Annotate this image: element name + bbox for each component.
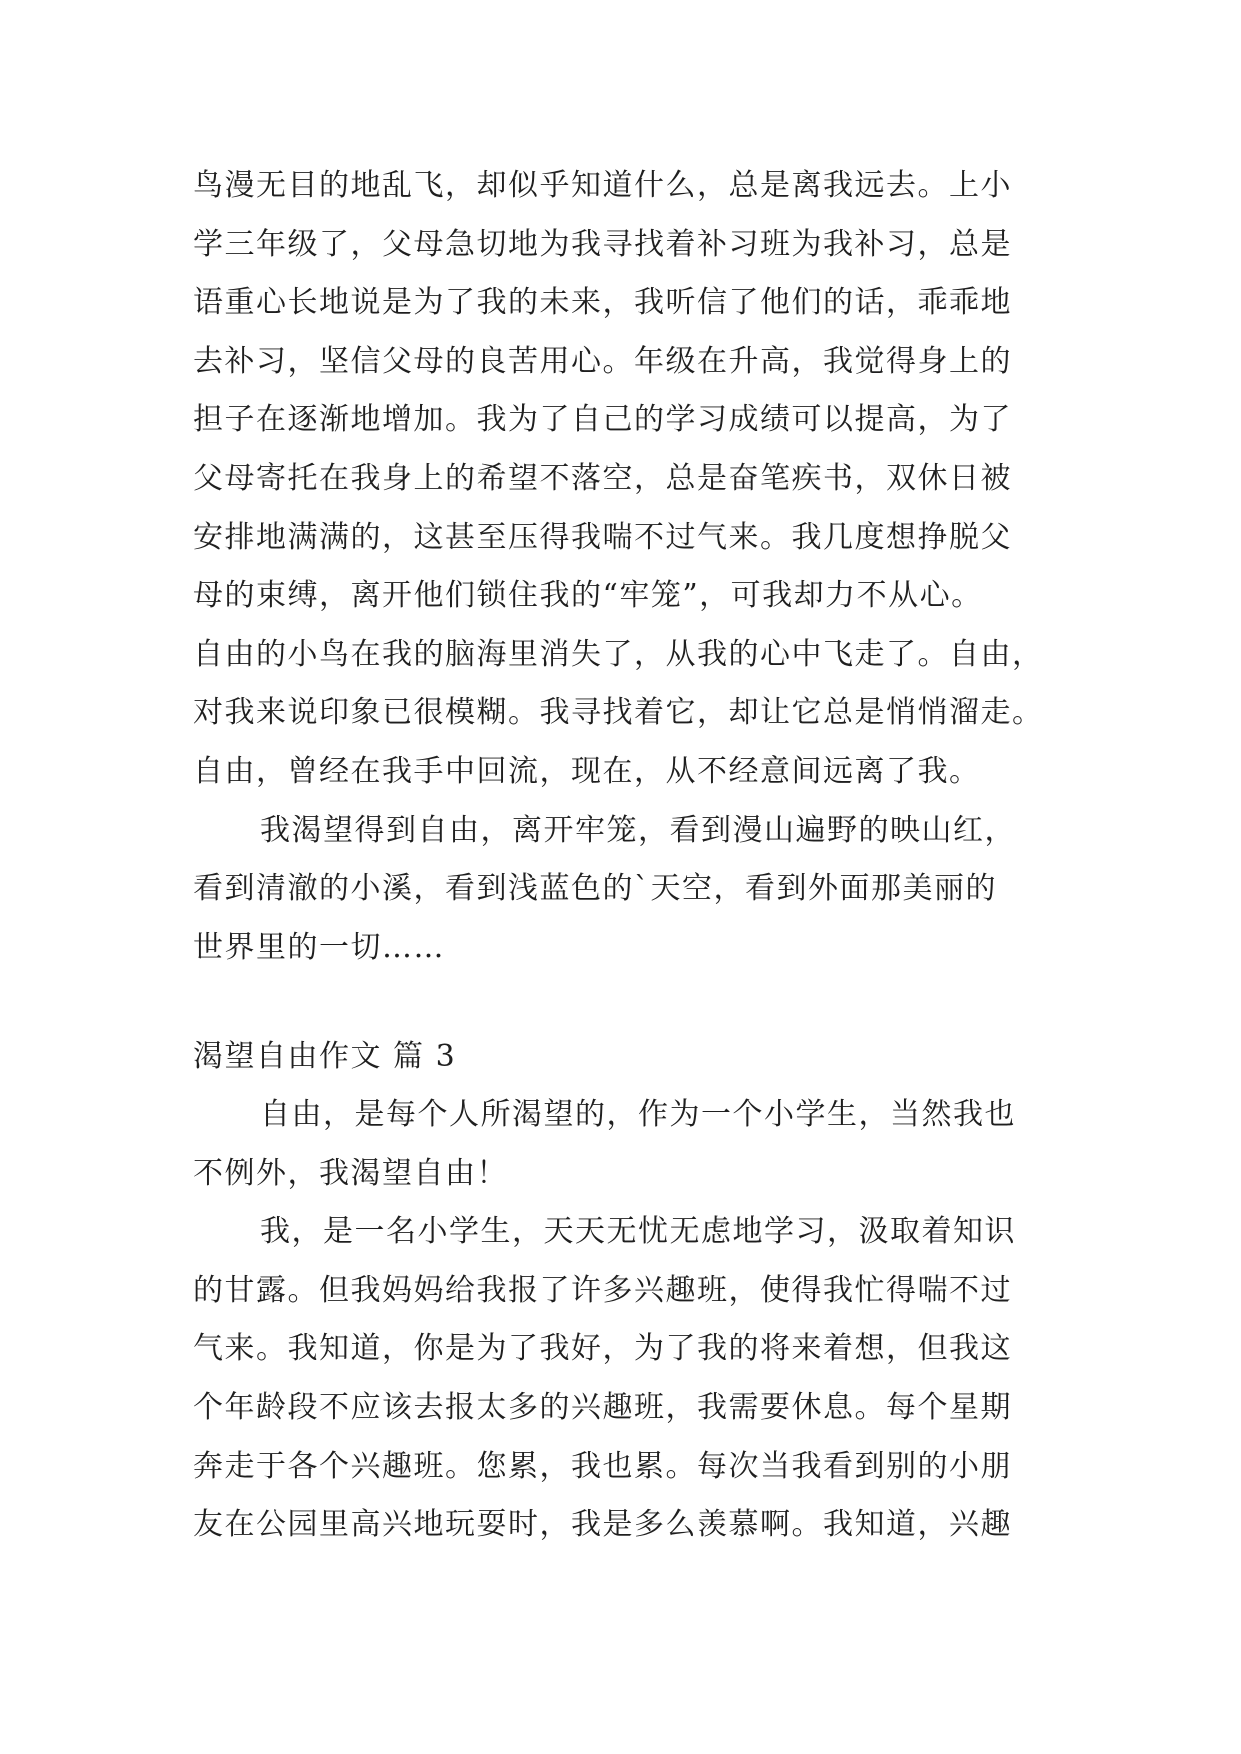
paragraph-1: [193, 157, 1053, 802]
text-line: 世界里的一切……: [193, 929, 445, 965]
text-line: 鸟漫无目的地乱飞，却似乎知道什么，总是离我远去。上小: [193, 168, 1012, 203]
text-line: 语重心长地说是为了我的未来，我听信了他们的话，乖乖地: [193, 285, 1012, 321]
paragraph-4: [193, 1203, 1053, 1555]
text-line: 自由，曾经在我手中回流，现在，从不经意间远离了我。: [193, 753, 981, 789]
text-line: 个年龄段不应该去报太多的兴趣班，我需要休息。每个星期: [193, 1389, 1012, 1425]
text-line: 自由，是每个人所渴望的，作为一个小学生，当然我也: [260, 1097, 1016, 1132]
text-line: 我渴望得到自由，离开牢笼，看到漫山遍野的映山红，: [260, 812, 1016, 848]
text-line: 自由的小鸟在我的脑海里消失了，从我的心中飞走了。自由，: [193, 636, 1044, 672]
body-text-upper: [193, 157, 1053, 977]
text-line: 奔走于各个兴趣班。您累，我也累。每次当我看到别的小朋: [193, 1448, 1012, 1484]
text-line: 友在公园里高兴地玩耍时，我是多么羡慕啊。我知道，兴趣: [193, 1507, 1012, 1543]
text-line: 看到清澈的小溪，看到浅蓝色的`天空，看到外面那美丽的: [193, 871, 997, 907]
text-line: 气来。我知道，你是为了我好，为了我的将来着想，但我这: [193, 1331, 1012, 1367]
paragraph-2: [193, 802, 1053, 978]
text-line: 安排地满满的，这甚至压得我喘不过气来。我几度想挣脱父: [193, 519, 1012, 555]
section-heading: 渴望自由作文 篇 3: [193, 1039, 457, 1074]
text-line: 不例外，我渴望自由！: [193, 1155, 508, 1191]
text-line: 我，是一名小学生，天天无忧无虑地学习，汲取着知识: [260, 1214, 1016, 1250]
text-line: 母的束缚，离开他们锁住我的“牢笼”，可我却力不从心。: [193, 578, 983, 614]
text-line: 父母寄托在我身上的希望不落空，总是奋笔疾书，双休日被: [193, 460, 1012, 496]
text-line: 担子在逐渐地增加。我为了自己的学习成绩可以提高，为了: [193, 402, 1012, 438]
text-line: 学三年级了，父母急切地为我寻找着补习班为我补习，总是: [193, 226, 1012, 262]
paragraph-3: [193, 1086, 1053, 1203]
text-line: 对我来说印象已很模糊。我寻找着它，却让它总是悄悄溜走。: [193, 695, 1044, 731]
text-line: 去补习，坚信父母的良苦用心。年级在升高，我觉得身上的: [193, 343, 1012, 379]
text-line: 的甘露。但我妈妈给我报了许多兴趣班，使得我忙得喘不过: [193, 1272, 1012, 1308]
body-text-lower: [193, 1086, 1053, 1555]
